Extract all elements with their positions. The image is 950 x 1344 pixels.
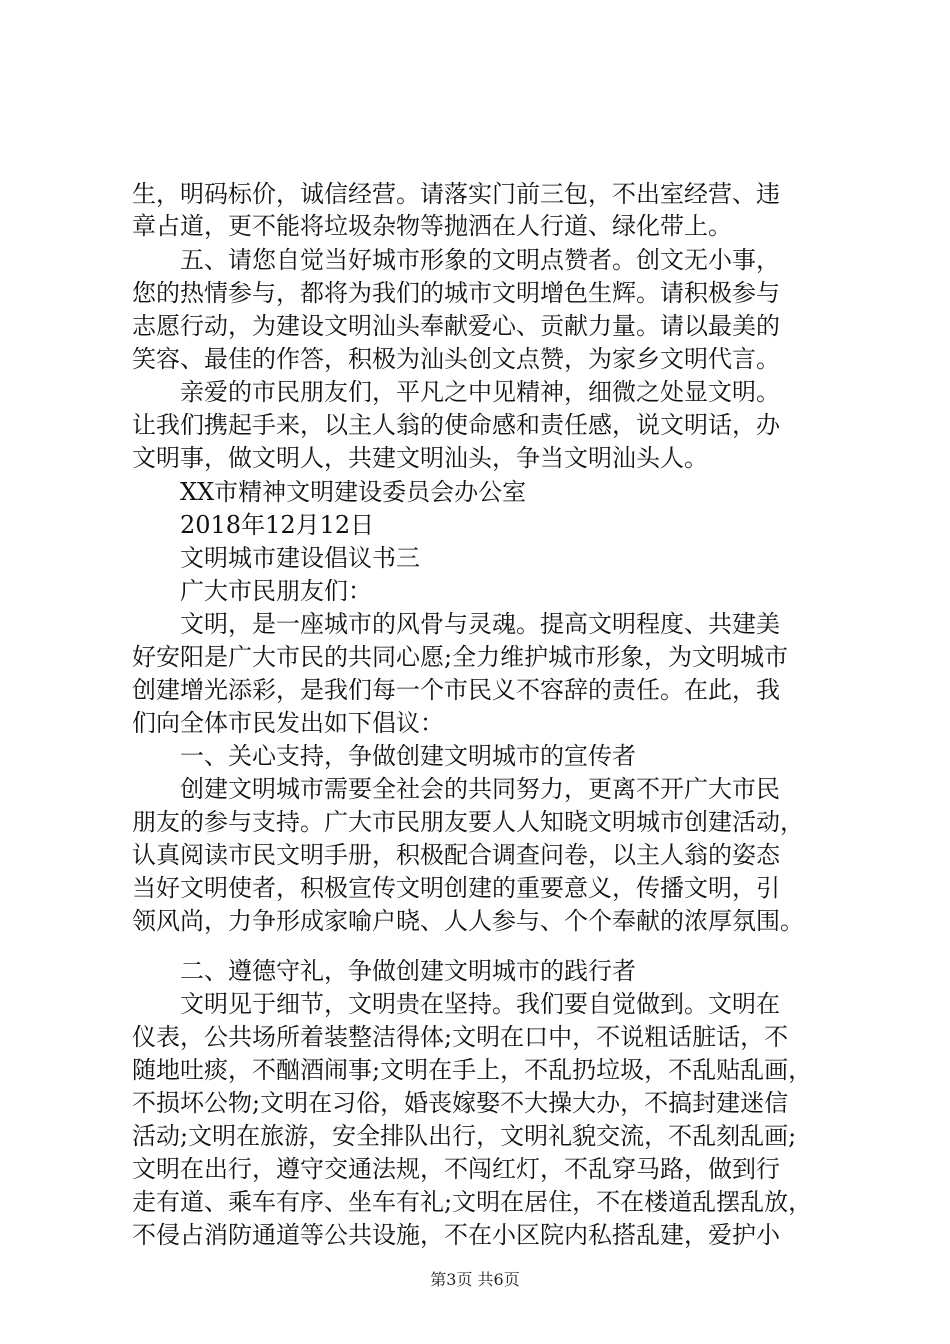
section-title: 文明城市建设倡议书三	[132, 544, 420, 572]
body-text-line: 活动;文明在旅游，安全排队出行，文明礼貌交流，不乱刻乱画;	[132, 1122, 797, 1150]
body-text-line: 创建文明城市需要全社会的共同努力，更离不开广大市民	[132, 775, 780, 803]
body-text-line: 不侵占消防通道等公共设施，不在小区院内私搭乱建，爱护小	[132, 1221, 780, 1249]
signature-date: 2018年12月12日	[132, 511, 375, 539]
signature-organization: XX市精神文明建设委员会办公室	[132, 478, 527, 506]
body-text-line: 文明，是一座城市的风骨与灵魂。提高文明程度、共建美	[132, 610, 780, 638]
body-text-line: 志愿行动，为建设文明汕头奉献爱心、贡献力量。请以最美的	[132, 312, 780, 340]
section-heading: 一、关心支持，争做创建文明城市的宣传者	[132, 742, 636, 770]
body-text-line: 领风尚，力争形成家喻户晓、人人参与、个个奉献的浓厚氛围。	[132, 907, 804, 935]
body-text-line: 不损坏公物;文明在习俗，婚丧嫁娶不大操大办，不搞封建迷信	[132, 1089, 789, 1117]
section-heading: 二、遵德守礼，争做创建文明城市的践行者	[132, 957, 636, 985]
page-number-footer: 第3页 共6页	[430, 1270, 520, 1289]
body-text-line: 笑容、最佳的作答，积极为汕头创文点赞，为家乡文明代言。	[132, 345, 780, 373]
body-text-line: 让我们携起手来，以主人翁的使命感和责任感，说文明话，办	[132, 411, 780, 439]
body-text-line: 亲爱的市民朋友们，平凡之中见精神，细微之处显文明。	[132, 378, 780, 406]
body-text-line: 当好文明使者，积极宣传文明创建的重要意义，传播文明，引	[132, 874, 780, 902]
body-text-line: 章占道，更不能将垃圾杂物等抛洒在人行道、绿化带上。	[132, 212, 732, 240]
body-text-line: 文明见于细节，文明贵在坚持。我们要自觉做到。文明在	[132, 990, 780, 1018]
body-text-line: 好安阳是广大市民的共同心愿;全力维护城市形象，为文明城市	[132, 643, 789, 671]
salutation: 广大市民朋友们：	[132, 577, 372, 605]
body-text-line: 文明在出行，遵守交通法规，不闯红灯，不乱穿马路，做到行	[132, 1155, 780, 1183]
body-text-line: 们向全体市民发出如下倡议：	[132, 709, 444, 737]
body-text-line: 仪表，公共场所着装整洁得体;文明在口中，不说粗话脏话，不	[132, 1023, 789, 1051]
body-text-line: 走有道、乘车有序、坐车有礼;文明在居住，不在楼道乱摆乱放，	[132, 1188, 813, 1216]
body-text-line: 五、请您自觉当好城市形象的文明点赞者。创文无小事，	[132, 246, 780, 274]
body-text-line: 随地吐痰，不酗酒闹事;文明在手上，不乱扔垃圾，不乱贴乱画，	[132, 1056, 813, 1084]
body-text-line: 朋友的参与支持。广大市民朋友要人人知晓文明城市创建活动，	[132, 808, 804, 836]
body-text-line: 认真阅读市民文明手册，积极配合调查问卷，以主人翁的姿态	[132, 841, 780, 869]
body-text-line: 创建增光添彩，是我们每一个市民义不容辞的责任。在此，我	[132, 676, 780, 704]
body-text-line: 文明事，做文明人，共建文明汕头，争当文明汕头人。	[132, 444, 708, 472]
body-text-line: 生，明码标价，诚信经营。请落实门前三包，不出室经营、违	[132, 180, 780, 208]
body-text-line: 您的热情参与，都将为我们的城市文明增色生辉。请积极参与	[132, 279, 780, 307]
